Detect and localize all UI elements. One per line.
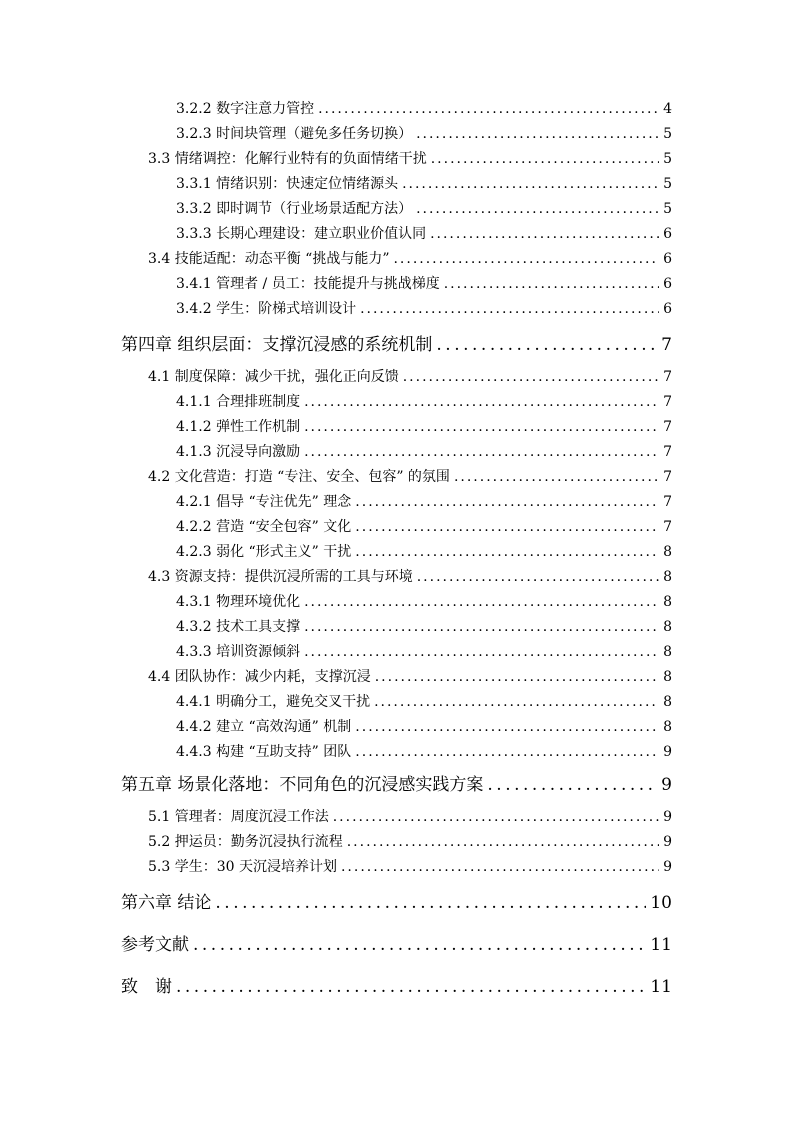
toc-entry-title: 3.3.2 即时调节（行业场景适配方法）: [176, 201, 413, 217]
toc-leader-dots: [431, 151, 659, 167]
toc-entry-page-number: 7: [663, 494, 672, 510]
toc-entry-page-number: 8: [663, 594, 672, 610]
toc-entry-title: 第六章 结论: [121, 893, 212, 913]
toc-entry-title: 4.4 团队协作：减少内耗，支撑沉浸: [148, 669, 371, 685]
toc-entry-title: 3.2.2 数字注意力管控: [176, 101, 315, 117]
toc-entry[interactable]: [148, 831, 672, 851]
toc-entry-title: 4.1.2 弹性工作机制: [176, 419, 301, 435]
toc-entry-page-number: 7: [663, 419, 672, 435]
toc-entry-page-number: 7: [663, 444, 672, 460]
toc-entry-page-number: 8: [663, 569, 672, 585]
toc-entry-page-number: 8: [663, 669, 672, 685]
toc-entry[interactable]: [176, 391, 672, 411]
toc-entry[interactable]: [176, 441, 672, 461]
toc-leader-dots: [304, 644, 659, 660]
toc-entry-page-number: 5: [663, 176, 672, 192]
toc-entry-page-number: 9: [663, 859, 672, 875]
toc-leader-dots: [304, 394, 659, 410]
toc-entry-page-number: 7: [663, 519, 672, 535]
toc-leader-dots: [487, 775, 657, 795]
toc-entry[interactable]: [121, 888, 672, 913]
toc-leader-dots: [304, 419, 659, 435]
toc-entry[interactable]: [176, 173, 672, 193]
toc-entry[interactable]: [148, 856, 672, 876]
toc-entry-page-number: 7: [661, 335, 672, 355]
toc-entry-title: 致 谢: [121, 977, 172, 997]
toc-entry-title: 3.3.3 长期心理建设：建立职业价值认同: [176, 226, 427, 242]
toc-entry[interactable]: [121, 330, 672, 355]
toc-entry-page-number: 9: [663, 834, 672, 850]
toc-entry-title: 4.1 制度保障：减少干扰，强化正向反馈: [148, 369, 399, 385]
toc-entry-page-number: 6: [663, 251, 672, 267]
toc-leader-dots: [393, 251, 659, 267]
toc-entry[interactable]: [176, 716, 672, 736]
toc-entry-title: 4.2.3 弱化 “形式主义” 干扰: [176, 544, 352, 560]
toc-entry[interactable]: [176, 616, 672, 636]
toc-leader-dots: [402, 176, 659, 192]
toc-entry-page-number: 8: [663, 544, 672, 560]
toc-entry-page-number: 6: [663, 301, 672, 317]
toc-entry-title: 3.4 技能适配：动态平衡 “挑战与能力”: [148, 251, 390, 267]
toc-leader-dots: [360, 301, 659, 317]
toc-leader-dots: [318, 101, 659, 117]
toc-entry-page-number: 9: [663, 809, 672, 825]
toc-entry-page-number: 8: [663, 694, 672, 710]
toc-entry-page-number: 5: [663, 151, 672, 167]
toc-entry-title: 5.1 管理者：周度沉浸工作法: [148, 809, 329, 825]
toc-entry[interactable]: [176, 298, 672, 318]
toc-entry-title: 第五章 场景化落地：不同角色的沉浸感实践方案: [121, 775, 484, 795]
toc-entry-title: 4.1.1 合理排班制度: [176, 394, 301, 410]
toc-entry-title: 3.3.1 情绪识别：快速定位情绪源头: [176, 176, 399, 192]
toc-entry[interactable]: [176, 516, 672, 536]
toc-entry-page-number: 11: [650, 935, 672, 955]
toc-entry-title: 4.2.2 营造 “安全包容” 文化: [176, 519, 352, 535]
toc-entry-page-number: 9: [661, 775, 672, 795]
toc-leader-dots: [304, 594, 659, 610]
toc-entry[interactable]: [176, 98, 672, 118]
toc-entry[interactable]: [176, 491, 672, 511]
toc-entry[interactable]: [148, 148, 672, 168]
toc-leader-dots: [355, 519, 659, 535]
toc-entry-page-number: 11: [650, 977, 672, 997]
toc-leader-dots: [416, 201, 659, 217]
toc-leader-dots: [304, 444, 659, 460]
toc-entry-title: 4.4.3 构建 “互助支持” 团队: [176, 744, 352, 760]
toc-entry-page-number: 8: [663, 619, 672, 635]
toc-entry[interactable]: [148, 466, 672, 486]
toc-entry[interactable]: [121, 930, 672, 955]
toc-entry[interactable]: [176, 198, 672, 218]
toc-entry[interactable]: [148, 366, 672, 386]
toc-entry-title: 3.2.3 时间块管理（避免多任务切换）: [176, 126, 413, 142]
toc-entry[interactable]: [176, 223, 672, 243]
toc-leader-dots: [374, 694, 659, 710]
toc-entry[interactable]: [148, 666, 672, 686]
toc-leader-dots: [416, 126, 659, 142]
toc-entry-title: 4.1.3 沉浸导向激励: [176, 444, 301, 460]
toc-leader-dots: [375, 669, 659, 685]
toc-entry-title: 5.3 学生：30 天沉浸培养计划: [148, 859, 337, 875]
toc-leader-dots: [215, 893, 646, 913]
toc-entry-page-number: 7: [663, 394, 672, 410]
toc-leader-dots: [193, 935, 646, 955]
toc-entry-title: 4.2.1 倡导 “专注优先” 理念: [176, 494, 352, 510]
toc-entry-page-number: 9: [663, 744, 672, 760]
toc-entry[interactable]: [121, 972, 672, 997]
toc-entry-title: 4.3 资源支持：提供沉浸所需的工具与环境: [148, 569, 413, 585]
toc-leader-dots: [355, 719, 659, 735]
toc-leader-dots: [304, 619, 659, 635]
toc-entry-title: 3.4.1 管理者 / 员工：技能提升与挑战梯度: [176, 276, 440, 292]
toc-entry-page-number: 10: [650, 893, 672, 913]
toc-leader-dots: [355, 544, 659, 560]
toc-leader-dots: [403, 369, 659, 385]
toc-entry-title: 参考文献: [121, 935, 189, 955]
toc-entry[interactable]: [176, 591, 672, 611]
toc-leader-dots: [444, 276, 659, 292]
toc-entry[interactable]: [176, 273, 672, 293]
toc-entry[interactable]: [176, 541, 672, 561]
toc-entry-page-number: 7: [663, 369, 672, 385]
toc-leader-dots: [347, 834, 659, 850]
toc-leader-dots: [436, 335, 657, 355]
toc-entry[interactable]: [121, 770, 672, 795]
toc-entry-title: 第四章 组织层面：支撑沉浸感的系统机制: [121, 335, 433, 355]
toc-entry-title: 4.4.1 明确分工，避免交叉干扰: [176, 694, 371, 710]
toc-entry-title: 4.3.1 物理环境优化: [176, 594, 301, 610]
toc-entry-title: 4.3.3 培训资源倾斜: [176, 644, 301, 660]
toc-entry-title: 3.4.2 学生：阶梯式培训设计: [176, 301, 357, 317]
toc-leader-dots: [176, 977, 646, 997]
toc-entry-title: 4.2 文化营造：打造 “专注、安全、包容” 的氛围: [148, 469, 450, 485]
toc-entry-title: 4.3.2 技术工具支撑: [176, 619, 301, 635]
toc-leader-dots: [333, 809, 659, 825]
toc-entry-title: 3.3 情绪调控：化解行业特有的负面情绪干扰: [148, 151, 427, 167]
toc-entry[interactable]: [148, 566, 672, 586]
toc-entry-page-number: 6: [663, 226, 672, 242]
toc-entry-page-number: 4: [663, 101, 672, 117]
toc-entry-page-number: 6: [663, 276, 672, 292]
toc-leader-dots: [454, 469, 659, 485]
toc-entry[interactable]: [148, 248, 672, 268]
toc-entry-page-number: 5: [663, 201, 672, 217]
toc-entry[interactable]: [176, 741, 672, 761]
toc-leader-dots: [355, 494, 659, 510]
toc-entry-title: 5.2 押运员：勤务沉浸执行流程: [148, 834, 343, 850]
toc-leader-dots: [430, 226, 659, 242]
toc-entry-page-number: 5: [663, 126, 672, 142]
toc-entry[interactable]: [176, 641, 672, 661]
toc-leader-dots: [341, 859, 659, 875]
toc-entry-page-number: 8: [663, 644, 672, 660]
toc-entry[interactable]: [176, 691, 672, 711]
toc-leader-dots: [417, 569, 659, 585]
toc-entry-page-number: 7: [663, 469, 672, 485]
toc-entry[interactable]: [176, 123, 672, 143]
toc-entry-page-number: 8: [663, 719, 672, 735]
toc-entry-title: 4.4.2 建立 “高效沟通” 机制: [176, 719, 352, 735]
toc-entry[interactable]: [176, 416, 672, 436]
toc-leader-dots: [355, 744, 659, 760]
toc-entry[interactable]: [148, 806, 672, 826]
